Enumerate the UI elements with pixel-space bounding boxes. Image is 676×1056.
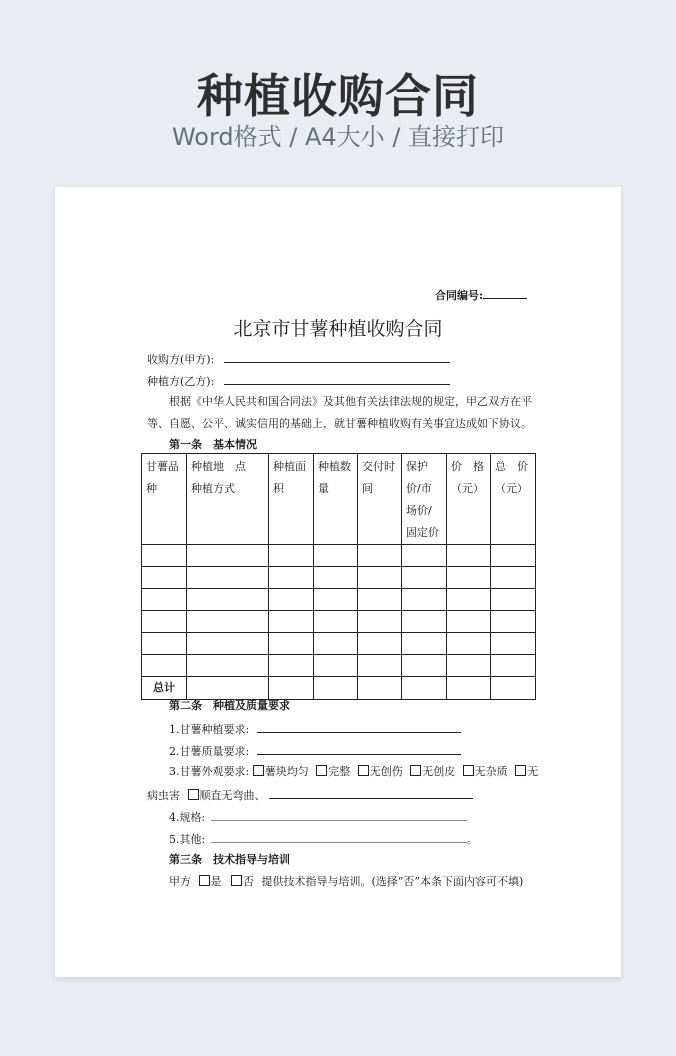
grower-line: [147, 373, 450, 389]
article-3-prefix: 甲方: [169, 875, 191, 888]
checkbox[interactable]: [253, 765, 264, 776]
grower-label: 种植方(乙方):: [147, 375, 215, 388]
checkbox[interactable]: [463, 765, 474, 776]
table-row: [142, 611, 536, 633]
table-row: [142, 545, 536, 567]
preamble-line-1: 根据《中华人民共和国合同法》及其他有关法律法规的规定，甲乙双方在平: [169, 395, 532, 408]
preamble-line-2: 等、自愿、公平、诚实信用的基础上，就甘薯种植收购有关事宜达成如下协议。: [147, 417, 532, 430]
item-4-field[interactable]: [211, 809, 467, 821]
banner-subtitle: Word格式 / A4大小 / 直接打印: [171, 123, 505, 151]
document-title: 北京市甘薯种植收购合同: [233, 318, 443, 340]
option-pest-free: 病虫害: [147, 789, 180, 802]
item-3-label: 3.甘薯外观要求:: [169, 765, 250, 778]
item-5-end: 。: [466, 833, 478, 846]
table-row: [142, 589, 536, 611]
item-1-field[interactable]: [257, 721, 461, 733]
checkbox[interactable]: [199, 875, 210, 886]
article-3-line: [169, 875, 523, 889]
option-no-impurity: 无杂质: [474, 765, 508, 778]
header-total-price: 总 价（元）: [495, 460, 528, 495]
header-location-method: 种植地 点 种植方式: [191, 460, 268, 495]
checkbox[interactable]: [410, 765, 421, 776]
item-3-other-field[interactable]: [269, 787, 473, 799]
checkbox[interactable]: [231, 875, 242, 886]
item-2-label: 2.甘薯质量要求:: [169, 745, 250, 758]
checkbox[interactable]: [316, 765, 327, 776]
contract-number-field[interactable]: [483, 287, 527, 299]
article-1-heading: 第一条 基本情况: [169, 438, 257, 451]
checkbox[interactable]: [188, 789, 199, 800]
header-price-type: 保护价/市场价/固定价: [406, 460, 439, 539]
item-3-line: [169, 765, 538, 779]
item-1-label: 1.甘薯种植要求:: [169, 723, 250, 736]
item-1-line: [169, 721, 461, 737]
header-quantity: 种植数量: [318, 460, 351, 495]
header-price: 价 格（元）: [451, 460, 484, 495]
contract-number-label: 合同编号:: [435, 289, 484, 302]
grower-field[interactable]: [224, 373, 450, 385]
document-page: [55, 187, 621, 977]
banner-title: 种植收购合同: [197, 69, 479, 123]
header-area: 种植面积: [273, 460, 306, 495]
checkbox[interactable]: [515, 765, 526, 776]
item-5-line: [169, 831, 478, 847]
option-no-wound: 无创伤: [369, 765, 403, 778]
table-row: [142, 655, 536, 677]
total-label: 总计: [153, 681, 175, 694]
article-3-no: 否: [243, 875, 254, 888]
option-straight: 顺直无弯曲、: [199, 789, 266, 802]
table-total-row: [142, 677, 536, 700]
buyer-field[interactable]: [224, 351, 450, 363]
basic-info-table: [141, 453, 536, 700]
article-2-heading: 第二条 种植及质量要求: [169, 699, 290, 712]
option-even-size: 薯块均匀: [264, 765, 309, 778]
item-2-field[interactable]: [257, 743, 461, 755]
item-5-label: 5.其他:: [169, 833, 206, 846]
table-row: [142, 633, 536, 655]
option-no-skin-damage: 无创皮: [422, 765, 456, 778]
option-complete: 完整: [328, 765, 351, 778]
item-5-field[interactable]: [211, 831, 467, 843]
header-variety: 甘薯品种: [146, 460, 179, 495]
article-3-yes: 是: [210, 875, 222, 888]
table-row: [142, 567, 536, 589]
article-3-heading: 第三条 技术指导与培训: [169, 853, 290, 866]
item-2-line: [169, 743, 461, 759]
buyer-line: [147, 351, 450, 367]
article-3-suffix: 提供技术指导与培训。(选择“否”本条下面内容可不填): [261, 875, 524, 888]
contract-number: [435, 287, 527, 303]
option-no-prefix: 无: [527, 765, 539, 778]
header-delivery-time: 交付时间: [362, 460, 395, 495]
item-4-line: [169, 809, 467, 825]
table-header-row: [142, 454, 536, 545]
item-3-line-2: [147, 787, 473, 803]
buyer-label: 收购方(甲方):: [147, 353, 215, 366]
item-4-label: 4.规格:: [169, 811, 206, 824]
checkbox[interactable]: [358, 765, 369, 776]
